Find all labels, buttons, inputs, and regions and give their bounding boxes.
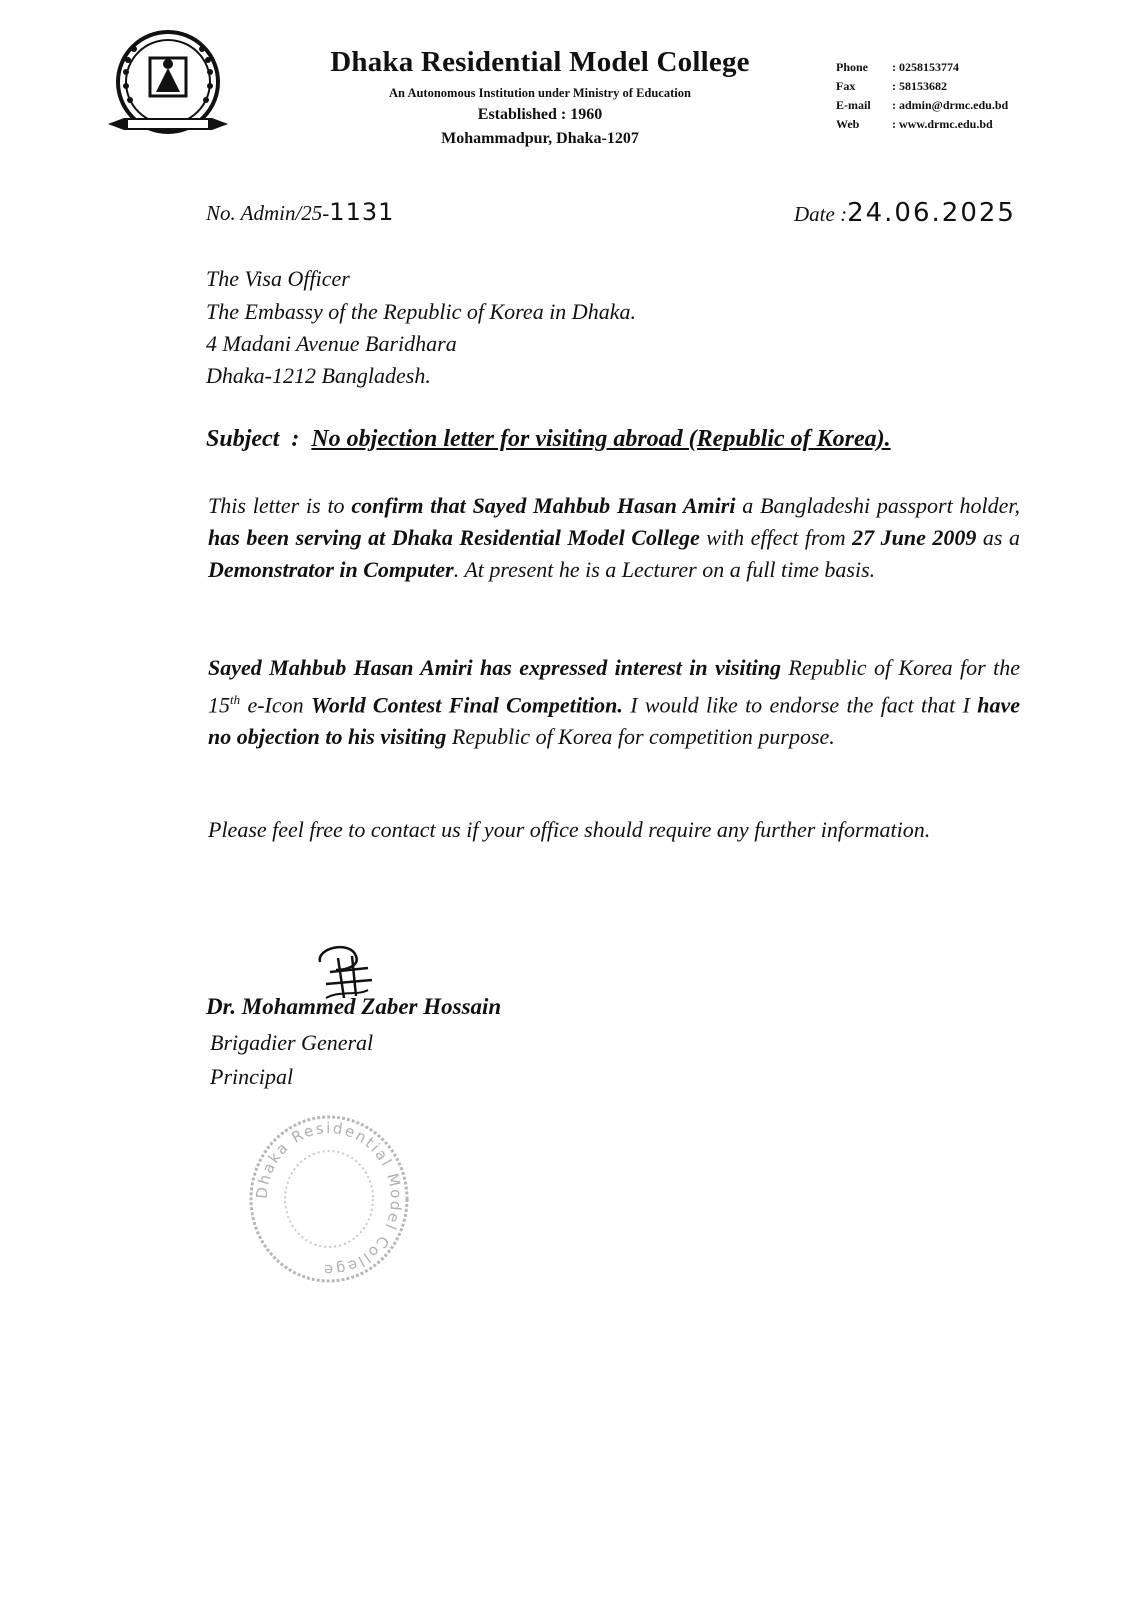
seal-text: Dhaka Residential Model College [252, 1118, 406, 1280]
reference-number [206, 198, 394, 226]
text-run: This letter is to [208, 493, 352, 518]
body-paragraph-1 [208, 490, 1020, 586]
contact-email [836, 98, 1008, 113]
body-paragraph-2 [208, 652, 1020, 753]
contact-web [836, 117, 993, 132]
signatory-role: Principal [210, 1064, 294, 1089]
text-run: Republic of Korea for the 15 [208, 655, 1020, 718]
reference-prefix: No. Admin/25- [206, 201, 330, 225]
text-run: as a [976, 525, 1020, 550]
date-prefix: Date : [794, 202, 848, 226]
text-run-bold: 27 June 2009 [852, 525, 977, 550]
contact-value: : www.drmc.edu.bd [892, 117, 993, 131]
text-run-bold: confirm that Sayed Mahbub Hasan Amiri [351, 493, 736, 518]
college-address: Mohammadpur, Dhaka-1207 [441, 130, 639, 147]
contact-label: Fax [836, 79, 856, 93]
reference-handwritten: 1131 [329, 198, 395, 226]
contact-label: Phone [836, 60, 869, 74]
letter-date [794, 198, 1016, 228]
text-run-bold: Sayed Mahbub Hasan Amiri has expressed interest in visiting [208, 655, 781, 680]
signatory-rank: Brigadier General [210, 1030, 374, 1055]
contact-value: : admin@drmc.edu.bd [892, 98, 1009, 112]
superscript: th [230, 692, 241, 707]
college-established: Established : 1960 [477, 106, 603, 123]
college-name: Dhaka Residential Model College [330, 46, 750, 78]
contact-label: E-mail [836, 98, 871, 112]
text-run: e-Icon [240, 692, 311, 718]
text-run: Republic of Korea for competition purpose. [446, 724, 835, 750]
text-run: a Bangladeshi passport holder, [735, 493, 1020, 518]
subject-text: No objection letter for visiting abroad (Republic of Korea). [311, 426, 891, 452]
svg-text:Dhaka Residential Model Colleg [253, 1119, 405, 1279]
body-paragraph-3: Please feel free to contact us if your office should require any further information. [208, 817, 931, 842]
contact-label: Web [836, 117, 860, 131]
text-run: . At present he is a Lecturer on a full time basis. [453, 557, 876, 582]
text-run-bold: World Contest Final Competition. [310, 692, 623, 718]
date-handwritten: 24.06.2025 [847, 198, 1016, 228]
contact-phone [836, 60, 959, 75]
text-run-bold: have no objection to his visiting [208, 692, 1020, 750]
contact-value: : 58153682 [892, 79, 947, 93]
text-run-bold: Demonstrator in Computer [208, 557, 454, 582]
subject-line [206, 426, 891, 453]
text-run: I would like to endorse the fact that I [622, 692, 978, 718]
addressee-line: Dhaka-1212 Bangladesh. [206, 363, 431, 388]
contact-fax [836, 79, 947, 94]
subject-separator: : [291, 426, 300, 452]
text-run-bold: has been serving at Dhaka Residential Model College [208, 525, 700, 550]
addressee-line: 4 Madani Avenue Baridhara [206, 331, 457, 356]
subject-label: Subject [206, 426, 280, 452]
addressee-line: The Visa Officer [206, 266, 350, 291]
text-run: with effect from [699, 525, 853, 550]
addressee-line: The Embassy of the Republic of Korea in Dhaka. [206, 299, 636, 324]
contact-value: : 0258153774 [892, 60, 959, 74]
signatory-name: Dr. Mohammed Zaber Hossain [206, 994, 502, 1019]
official-seal-stamp [246, 1112, 412, 1286]
college-subtitle: An Autonomous Institution under Ministry of Education [389, 86, 691, 100]
college-logo [104, 28, 232, 150]
